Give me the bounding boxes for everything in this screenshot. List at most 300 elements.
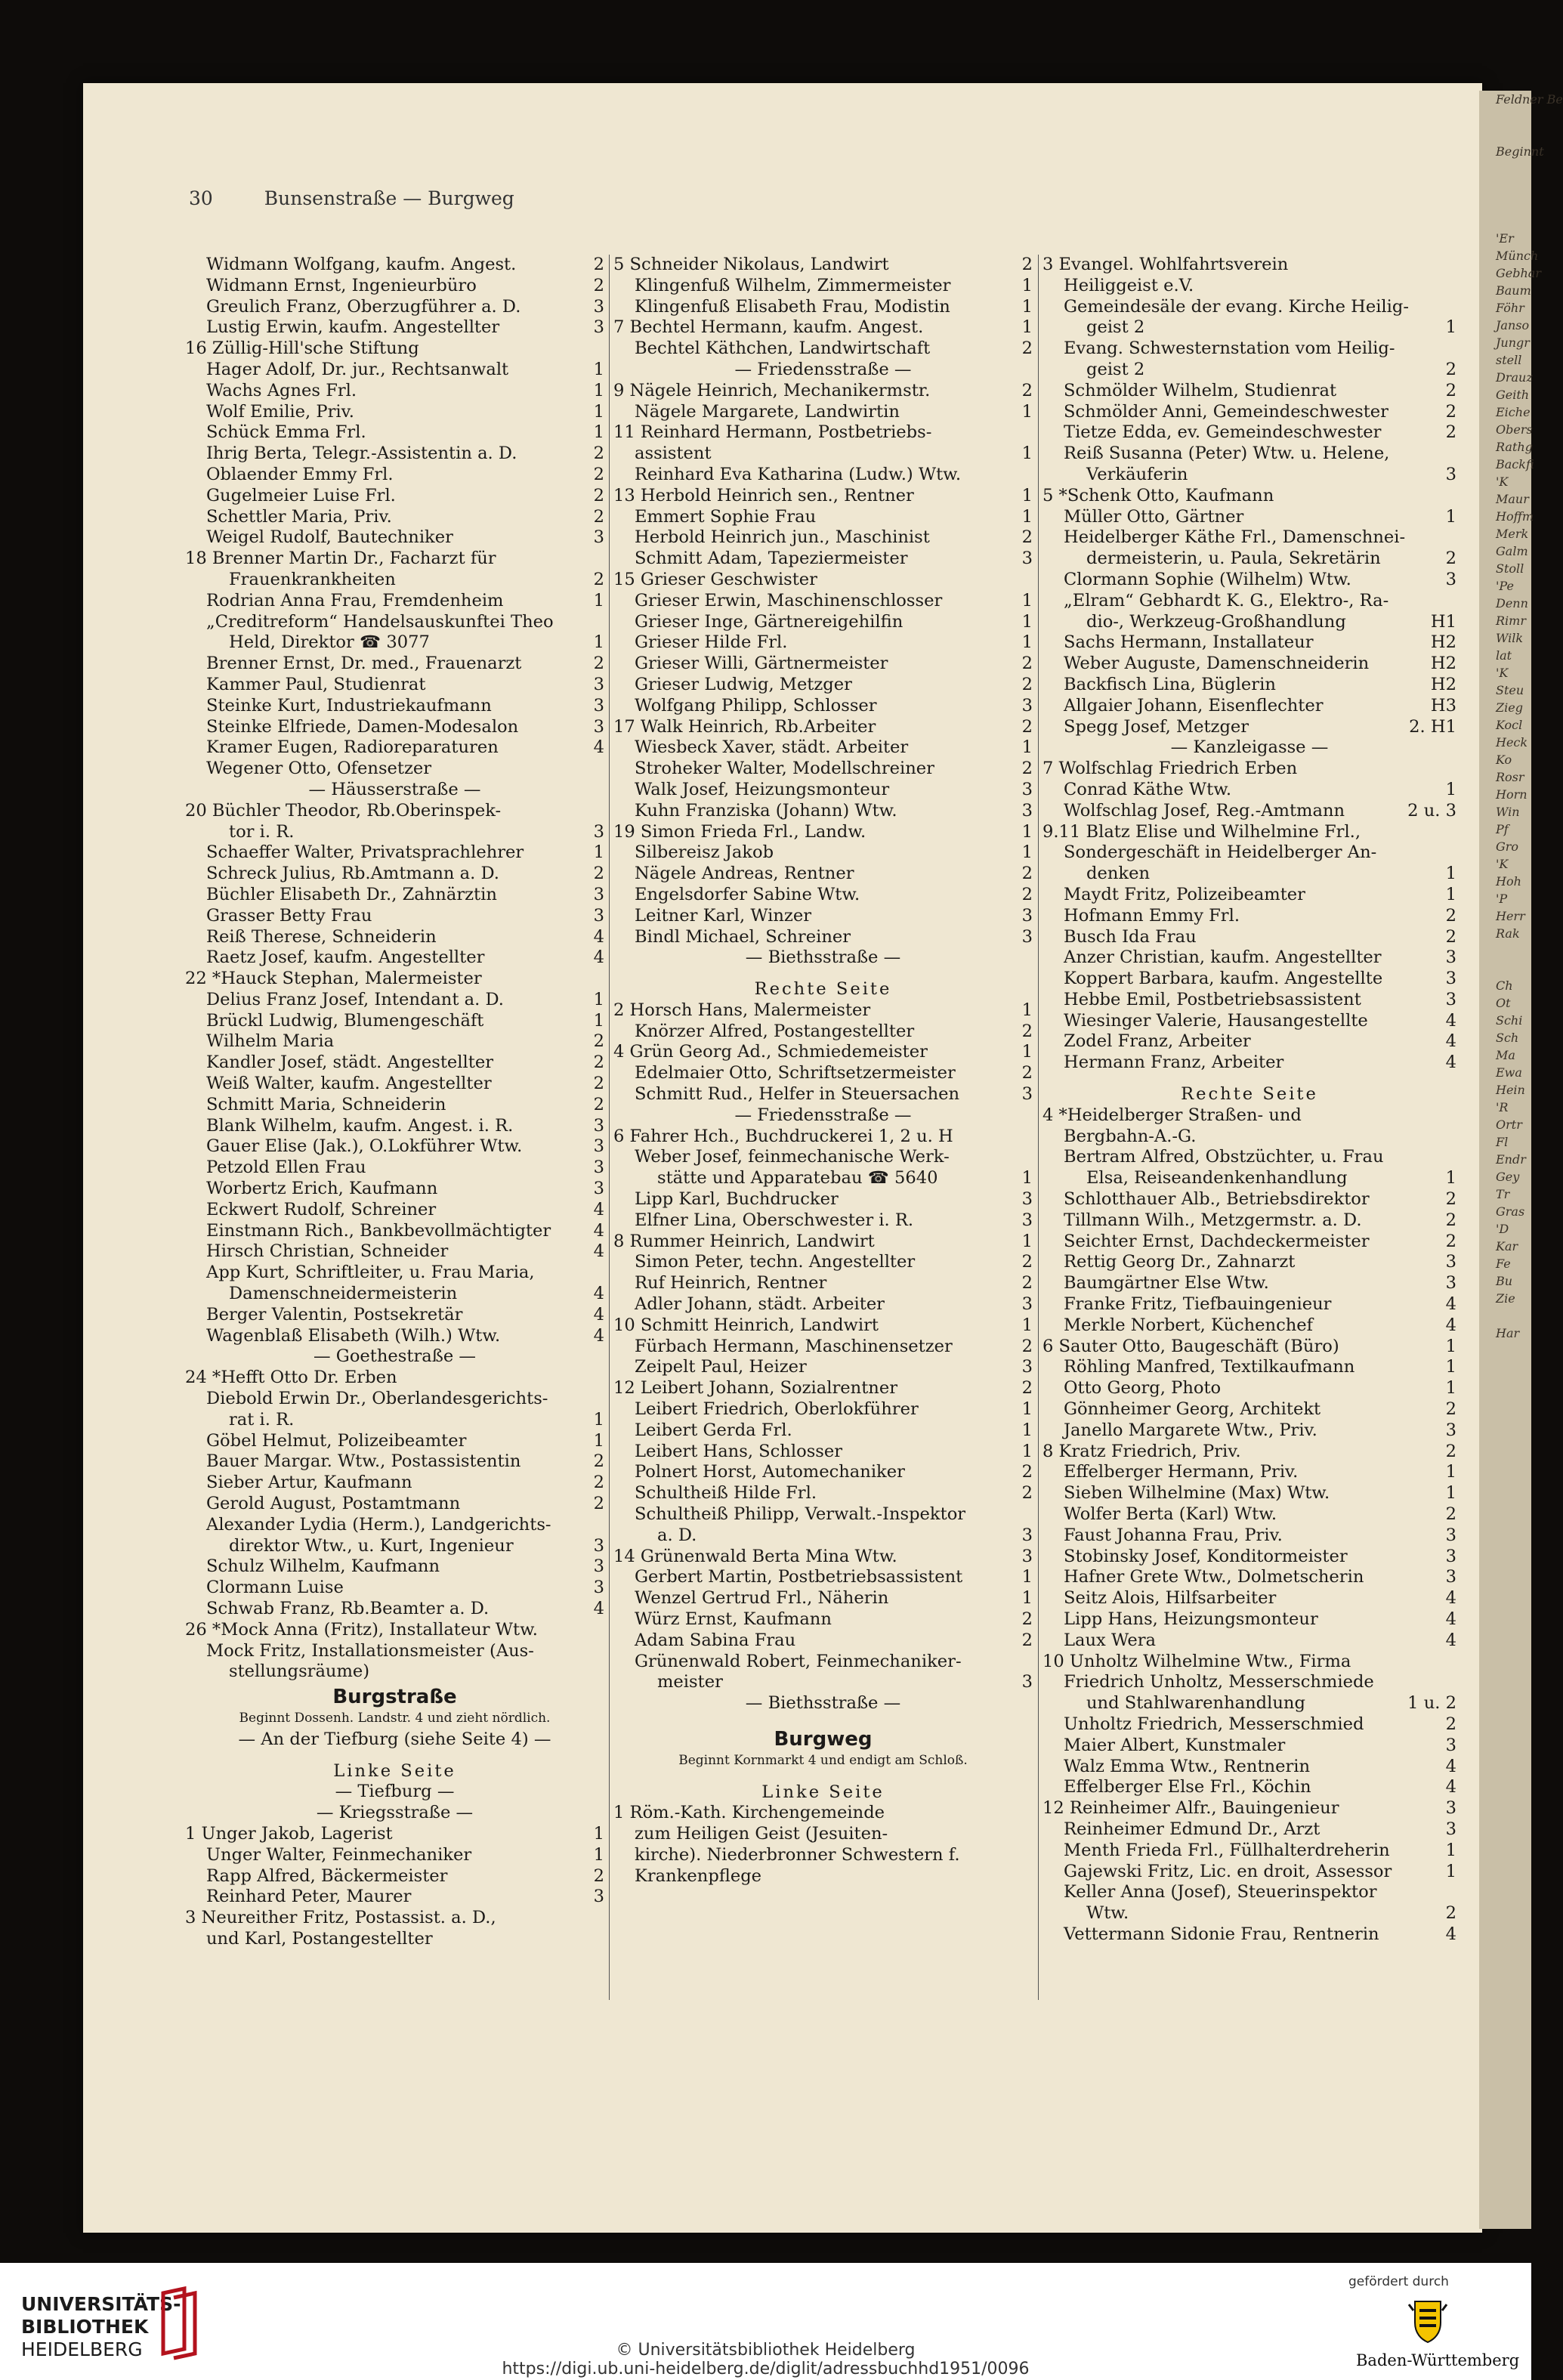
resident-entry xyxy=(613,906,1033,927)
edge-fragment: Tr xyxy=(1496,1187,1510,1201)
edge-fragment xyxy=(1479,178,1531,195)
side-heading: Rechte Seite xyxy=(754,979,892,1000)
resident-entry xyxy=(613,338,1033,360)
resident-entry xyxy=(1043,507,1456,528)
floor-number xyxy=(1452,1672,1456,1693)
floor-number: 1 xyxy=(1021,296,1033,317)
floor-number: 1 xyxy=(1021,737,1033,758)
resident-entry xyxy=(185,1599,604,1620)
floor-number: 4 xyxy=(593,737,604,758)
edge-fragment: Baum xyxy=(1496,283,1531,298)
source-url[interactable]: https://digi.ub.uni-heidelberg.de/diglit/adressbuchhd1951/0096 xyxy=(502,2360,1030,2378)
resident-entry xyxy=(613,1022,1033,1043)
entry-text: 1 Unger Jakob, Lagerist xyxy=(185,1823,393,1844)
edge-fragment: Endr xyxy=(1496,1152,1526,1167)
floor-number: 2 xyxy=(1021,1063,1033,1083)
cross-street-marker: — Goethestraße — xyxy=(314,1346,476,1367)
resident-entry xyxy=(1043,1147,1456,1168)
resident-entry xyxy=(185,947,604,969)
resident-entry xyxy=(185,759,604,780)
street-description: Beginnt Dossenh. Landstr. 4 und zieht nördlich. xyxy=(239,1710,551,1726)
entry-text: Eckwert Rudolf, Schreiner xyxy=(206,1199,437,1219)
resident-entry xyxy=(613,444,1033,465)
entry-text: Keller Anna (Josef), Steuerinspektor xyxy=(1064,1882,1377,1902)
resident-entry xyxy=(1043,381,1456,402)
entry-text: assistent xyxy=(635,444,712,464)
entry-text: Gerbert Martin, Postbetriebsassistent xyxy=(635,1567,963,1587)
resident-entry xyxy=(185,1305,604,1326)
entry-text: Backfisch Lina, Büglerin xyxy=(1064,674,1276,694)
cross-street-marker: — Biethsstraße — xyxy=(745,1693,901,1714)
resident-entry xyxy=(1043,570,1456,591)
floor-number: 3 xyxy=(1445,1798,1456,1819)
resident-entry xyxy=(185,1095,604,1116)
resident-entry xyxy=(1043,1924,1456,1946)
resident-entry xyxy=(1043,717,1456,738)
house-number-entry xyxy=(1043,1442,1456,1463)
edge-fragment: lat xyxy=(1496,648,1512,663)
resident-entry xyxy=(1043,675,1456,696)
floor-number xyxy=(1452,486,1456,507)
floor-number xyxy=(1028,1803,1033,1824)
floor-number xyxy=(1452,276,1456,297)
house-number-entry xyxy=(613,1042,1033,1063)
floor-number: 3 xyxy=(1021,1525,1033,1545)
floor-number: 3 xyxy=(1021,1294,1033,1315)
resident-entry xyxy=(1043,1588,1456,1609)
floor-number: 2 xyxy=(1445,1231,1456,1251)
house-number-entry xyxy=(185,969,604,990)
edge-fragment: Zieg xyxy=(1496,700,1523,715)
floor-number: 4 xyxy=(1445,1777,1456,1797)
floor-number: 2 xyxy=(1445,1189,1456,1210)
floor-number: 4 xyxy=(1445,1031,1456,1052)
resident-entry xyxy=(185,402,604,423)
floor-number: 2 xyxy=(1021,1483,1033,1504)
floor-number: 3 xyxy=(593,716,604,737)
entry-text: Janello Margarete Wtw., Priv. xyxy=(1064,1420,1317,1440)
edge-fragment: Föhr xyxy=(1496,301,1524,315)
entry-text: Herbold Heinrich jun., Maschinist xyxy=(635,527,930,548)
resident-entry xyxy=(613,1845,1033,1866)
edge-fragment: Ortr xyxy=(1496,1117,1522,1132)
resident-entry xyxy=(613,801,1033,822)
library-name-line: BIBLIOTHEK xyxy=(21,2316,149,2338)
entry-text: Grünenwald Robert, Feinmechaniker- xyxy=(635,1651,962,1671)
edge-fragment: Zie xyxy=(1496,1291,1515,1306)
resident-entry xyxy=(613,1273,1033,1294)
resident-entry xyxy=(185,842,604,864)
entry-text: meister xyxy=(657,1672,723,1692)
entry-text: Wilhelm Maria xyxy=(206,1031,335,1052)
resident-entry xyxy=(185,465,604,486)
floor-number: 1 xyxy=(1021,506,1033,527)
resident-entry xyxy=(613,402,1033,423)
floor-number: 2 u. 3 xyxy=(1407,800,1456,821)
entry-text: Klingenfuß Elisabeth Frau, Modistin xyxy=(635,296,950,317)
edge-fragment: Galm xyxy=(1496,544,1528,558)
entry-text: 3 Neureither Fritz, Postassist. a. D., xyxy=(185,1908,496,1928)
resident-entry xyxy=(185,1473,604,1494)
house-number-entry xyxy=(1043,822,1456,843)
entry-continuation xyxy=(185,632,604,654)
resident-entry xyxy=(185,1241,604,1263)
entry-text: Grieser Willi, Gärtnermeister xyxy=(635,654,888,674)
entry-text: direktor Wtw., u. Kurt, Ingenieur xyxy=(229,1535,514,1556)
edge-fragment: Kocl xyxy=(1496,718,1523,732)
floor-number: 1 xyxy=(593,842,604,863)
edge-fragment: Rak xyxy=(1496,926,1520,941)
resident-entry xyxy=(613,927,1033,948)
resident-entry xyxy=(613,1504,1033,1525)
floor-number: 3 xyxy=(1445,1273,1456,1294)
entry-text: Held, Direktor ☎ 3077 xyxy=(229,632,430,653)
cross-street-marker: — Kriegsstraße — xyxy=(316,1803,474,1823)
entry-text: App Kurt, Schriftleiter, u. Frau Maria, xyxy=(206,1263,535,1283)
entry-text: Nägele Andreas, Rentner xyxy=(635,864,854,884)
resident-entry xyxy=(185,864,604,885)
floor-number: 1 xyxy=(593,422,604,443)
entry-text: 9 Nägele Heinrich, Mechanikermstr. xyxy=(613,380,931,400)
entry-text: Hebbe Emil, Postbetriebsassistent xyxy=(1064,989,1361,1009)
entry-text: und Stahlwarenhandlung xyxy=(1086,1693,1305,1714)
floor-number: 2 xyxy=(1445,422,1456,443)
entry-text: Greulich Franz, Oberzugführer a. D. xyxy=(206,296,521,317)
edge-fragment: Rosr xyxy=(1496,770,1524,784)
house-number-entry xyxy=(1043,1798,1456,1819)
entry-text: 10 Schmitt Heinrich, Landwirt xyxy=(613,1315,879,1335)
edge-fragment: Merk xyxy=(1496,527,1529,541)
entry-text: 8 Kratz Friedrich, Priv. xyxy=(1043,1441,1241,1461)
edge-fragment: Stoll xyxy=(1496,561,1524,576)
house-number-entry xyxy=(185,1620,604,1641)
entry-text: 4 *Heidelberger Straßen- und xyxy=(1043,1105,1302,1125)
edge-fragment xyxy=(1479,108,1531,125)
house-number-entry xyxy=(613,570,1033,591)
entry-text: Gugelmeier Luise Frl. xyxy=(206,485,396,505)
resident-entry xyxy=(613,1399,1033,1420)
edge-fragment: Rimr xyxy=(1496,614,1526,628)
floor-number xyxy=(1452,591,1456,612)
copyright-notice xyxy=(0,2341,1531,2378)
floor-number: 1 xyxy=(1021,842,1033,863)
resident-entry xyxy=(185,1556,604,1578)
floor-number: 2 xyxy=(593,1031,604,1052)
house-number-entry xyxy=(1043,255,1456,276)
resident-entry xyxy=(613,1084,1033,1105)
entry-text: „Elram“ Gebhardt K. G., Elektro-, Ra- xyxy=(1064,590,1389,610)
entry-continuation xyxy=(185,570,604,591)
resident-entry xyxy=(613,1063,1033,1084)
entry-text: Gajewski Fritz, Lic. en droit, Assessor xyxy=(1064,1861,1392,1881)
floor-number xyxy=(600,1620,604,1641)
floor-number xyxy=(600,801,604,822)
floor-number: H2 xyxy=(1430,674,1456,694)
entry-continuation xyxy=(613,1672,1033,1693)
resident-entry xyxy=(1043,276,1456,297)
entry-text: Schmölder Wilhelm, Studienrat xyxy=(1064,380,1337,400)
floor-number: 2 xyxy=(593,654,604,674)
floor-number: 1 xyxy=(1445,1462,1456,1482)
edge-fragment: Ch xyxy=(1496,978,1513,993)
entry-text: Gemeindesäle der evang. Kirche Heilig- xyxy=(1064,296,1409,317)
floor-number xyxy=(1452,842,1456,864)
entry-text: Lipp Hans, Heizungsmonteur xyxy=(1064,1609,1318,1629)
entry-text: Alexander Lydia (Herm.), Landgerichts- xyxy=(206,1514,551,1535)
entry-text: Schlotthauer Alb., Betriebsdirektor xyxy=(1064,1189,1370,1210)
entry-continuation xyxy=(1043,612,1456,633)
floor-number: 1 xyxy=(593,632,604,653)
edge-fragment: Hoh xyxy=(1496,874,1521,889)
floor-number: 1 xyxy=(1445,864,1456,884)
house-number-entry xyxy=(613,1127,1033,1148)
cross-street-marker: — Biethsstraße — xyxy=(745,947,901,968)
floor-number: 3 xyxy=(1021,1210,1033,1230)
floor-number: H3 xyxy=(1430,695,1456,716)
entry-text: Grasser Betty Frau xyxy=(206,905,372,926)
floor-number: 1 xyxy=(593,359,604,379)
floor-number: 3 xyxy=(593,1887,604,1907)
resident-entry xyxy=(185,927,604,948)
entry-text: Reinhard Peter, Maurer xyxy=(206,1887,412,1907)
floor-number: 4 xyxy=(1445,1315,1456,1335)
edge-fragment: Geith xyxy=(1496,388,1530,402)
floor-number xyxy=(1028,1147,1033,1168)
floor-number: 2 xyxy=(1021,884,1033,904)
entry-text: Walz Emma Wtw., Rentnerin xyxy=(1064,1756,1311,1776)
entry-text: Leibert Hans, Schlosser xyxy=(635,1441,843,1461)
entry-text: 15 Grieser Geschwister xyxy=(613,569,817,589)
resident-entry xyxy=(613,1357,1033,1378)
entry-text: Büchler Elisabeth Dr., Zahnärztin xyxy=(206,884,497,904)
entry-text: Wagenblaß Elisabeth (Wilh.) Wtw. xyxy=(206,1325,501,1346)
floor-number: 3 xyxy=(1445,1735,1456,1755)
entry-text: Bertram Alfred, Obstzüchter, u. Frau xyxy=(1064,1147,1384,1167)
entry-text: Clormann Sophie (Wilhelm) Wtw. xyxy=(1064,569,1351,589)
entry-text: Schaeffer Walter, Privatsprachlehrer xyxy=(206,842,524,863)
resident-entry xyxy=(1043,591,1456,612)
entry-text: Knörzer Alfred, Postangestellter xyxy=(635,1021,915,1041)
floor-number: 2 xyxy=(593,1451,604,1472)
resident-entry xyxy=(1043,842,1456,864)
house-number-entry xyxy=(613,1803,1033,1824)
house-number-entry xyxy=(1043,759,1456,780)
entry-text: Diebold Erwin Dr., Oberlandesgerichts- xyxy=(206,1389,548,1409)
resident-entry xyxy=(613,1588,1033,1609)
resident-entry xyxy=(613,1462,1033,1483)
resident-entry xyxy=(613,527,1033,549)
entry-text: Worbertz Erich, Kaufmann xyxy=(206,1179,438,1199)
entry-text: Edelmaier Otto, Schriftsetzermeister xyxy=(635,1063,956,1083)
resident-entry xyxy=(185,360,604,381)
resident-entry xyxy=(1043,1841,1456,1862)
entry-text: Steinke Elfriede, Damen-Modesalon xyxy=(206,716,519,737)
resident-entry xyxy=(185,1263,604,1284)
floor-number: 3 xyxy=(1021,549,1033,569)
entry-text: 13 Herbold Heinrich sen., Rentner xyxy=(613,485,914,505)
edge-fragment: 'K xyxy=(1496,474,1509,489)
entry-text: 18 Brenner Martin Dr., Facharzt für xyxy=(185,549,496,569)
entry-text: Wtw. xyxy=(1086,1903,1129,1924)
entry-text: Sieben Wilhelmine (Max) Wtw. xyxy=(1064,1483,1330,1504)
edge-fragment: 'Pe xyxy=(1496,579,1514,593)
entry-text: Wenzel Gertrud Frl., Näherin xyxy=(635,1588,889,1609)
resident-entry xyxy=(613,737,1033,759)
floor-number: 1 xyxy=(1021,317,1033,338)
entry-text: Hermann Franz, Arbeiter xyxy=(1064,1052,1284,1073)
entry-text: 17 Walk Heinrich, Rb.Arbeiter xyxy=(613,716,876,737)
resident-entry xyxy=(185,1451,604,1473)
floor-number: 3 xyxy=(1445,947,1456,968)
edge-fragment: Rathg xyxy=(1496,440,1533,454)
entry-text: Effelberger Hermann, Priv. xyxy=(1064,1462,1299,1482)
floor-number xyxy=(600,969,604,990)
house-number-entry xyxy=(185,338,604,360)
resident-entry xyxy=(185,591,604,612)
directory-column-3 xyxy=(1043,255,1456,1946)
entry-text: Bechtel Käthchen, Landwirtschaft xyxy=(635,338,931,359)
resident-entry xyxy=(613,1483,1033,1504)
entry-text: Wiesbeck Xaver, städt. Arbeiter xyxy=(635,737,909,758)
edge-fragment: 'D xyxy=(1496,1222,1509,1236)
resident-entry xyxy=(1043,1567,1456,1588)
edge-fragment: Gey xyxy=(1496,1170,1520,1184)
floor-number xyxy=(1452,527,1456,549)
house-number-entry xyxy=(613,381,1033,402)
floor-number xyxy=(1028,1127,1033,1148)
entry-text: a. D. xyxy=(657,1525,697,1545)
resident-entry xyxy=(1043,885,1456,906)
floor-number: 3 xyxy=(593,1158,604,1178)
resident-entry xyxy=(1043,969,1456,990)
resident-entry xyxy=(185,1221,604,1242)
entry-text: Heidelberger Käthe Frl., Damenschnei- xyxy=(1064,527,1406,548)
floor-number xyxy=(1452,1882,1456,1903)
entry-text: Spegg Josef, Metzger xyxy=(1064,716,1249,737)
entry-text: Maier Albert, Kunstmaler xyxy=(1064,1735,1286,1755)
entry-text: Rodrian Anna Frau, Fremdenheim xyxy=(206,590,504,610)
edge-fragment: Gras xyxy=(1496,1204,1525,1219)
edge-fragment: Ot xyxy=(1496,996,1511,1010)
resident-entry xyxy=(613,549,1033,570)
floor-number: 3 xyxy=(1021,1189,1033,1210)
resident-entry xyxy=(1043,1630,1456,1652)
entry-continuation xyxy=(1043,1693,1456,1714)
entry-text: Raetz Josef, kaufm. Angestellter xyxy=(206,947,485,968)
resident-entry xyxy=(1043,1189,1456,1210)
floor-number xyxy=(600,1515,604,1536)
entry-text: Lustig Erwin, kaufm. Angestellter xyxy=(206,317,500,338)
floor-number xyxy=(1452,1105,1456,1127)
floor-number: 2 xyxy=(593,444,604,464)
floor-number xyxy=(1452,822,1456,843)
floor-number: 1 xyxy=(1021,1399,1033,1420)
resident-entry xyxy=(1043,1609,1456,1630)
resident-entry xyxy=(185,276,604,297)
entry-text: Brenner Ernst, Dr. med., Frauenarzt xyxy=(206,654,522,674)
floor-number xyxy=(1028,1845,1033,1866)
entry-text: Berger Valentin, Postsekretär xyxy=(206,1304,463,1324)
floor-number: 1 xyxy=(1021,1315,1033,1335)
resident-entry xyxy=(1043,1127,1456,1148)
edge-fragment: Gebhar xyxy=(1496,266,1541,280)
entry-text: Elfner Lina, Oberschwester i. R. xyxy=(635,1210,914,1230)
entry-text: Bindl Michael, Schreiner xyxy=(635,926,851,947)
library-name-line: HEIDELBERG xyxy=(21,2338,143,2360)
entry-text: Grieser Inge, Gärtnereigehilfin xyxy=(635,611,904,632)
entry-text: Elsa, Reiseandenkenhandlung xyxy=(1086,1168,1348,1188)
resident-entry xyxy=(185,1158,604,1179)
entry-text: Schmitt Maria, Schneiderin xyxy=(206,1094,446,1114)
entry-text: Anzer Christian, kaufm. Angestellter xyxy=(1064,947,1382,968)
resident-entry xyxy=(1043,1504,1456,1525)
entry-text: Laux Wera xyxy=(1064,1630,1156,1650)
edge-fragment: Heck xyxy=(1496,735,1528,750)
entry-text: 22 *Hauck Stephan, Malermeister xyxy=(185,969,482,989)
floor-number: 2 xyxy=(1021,1630,1033,1650)
entry-text: Damenschneidermeisterin xyxy=(229,1284,458,1304)
entry-text: Adam Sabina Frau xyxy=(635,1630,796,1650)
entry-text: 6 Sauter Otto, Baugeschäft (Büro) xyxy=(1043,1336,1339,1356)
entry-text: Schmitt Adam, Tapeziermeister xyxy=(635,549,908,569)
entry-text: Evang. Schwesternstation vom Heilig- xyxy=(1064,338,1395,359)
edge-fragment: Hoffm xyxy=(1496,509,1534,524)
resident-entry xyxy=(613,465,1033,486)
entry-text: 11 Reinhard Hermann, Postbetriebs- xyxy=(613,422,932,443)
side-heading: Linke Seite xyxy=(761,1782,885,1802)
entry-text: Mock Fritz, Installationsmeister (Aus- xyxy=(206,1640,534,1661)
floor-number: 3 xyxy=(593,1578,604,1598)
floor-number: 1 xyxy=(1021,1588,1033,1609)
side-heading: Rechte Seite xyxy=(1181,1084,1318,1105)
resident-entry xyxy=(185,1200,604,1221)
floor-number: 4 xyxy=(593,1304,604,1324)
floor-number: 4 xyxy=(593,1599,604,1618)
resident-entry xyxy=(613,759,1033,780)
entry-text: 7 Wolfschlag Friedrich Erben xyxy=(1043,759,1298,779)
floor-number: 2. H1 xyxy=(1409,716,1456,737)
floor-number: 1 xyxy=(1021,1420,1033,1440)
entry-text: Schettler Maria, Priv. xyxy=(206,506,392,527)
entry-text: 12 Leibert Johann, Sozialrentner xyxy=(613,1378,898,1399)
entry-text: 9.11 Blatz Elise und Wilhelmine Frl., xyxy=(1043,821,1361,842)
floor-number: 3 xyxy=(1445,464,1456,484)
floor-number: 3 xyxy=(1021,1546,1033,1566)
resident-entry xyxy=(185,297,604,318)
entry-text: geist 2 xyxy=(1086,317,1145,338)
resident-entry xyxy=(613,632,1033,654)
entry-continuation xyxy=(1043,465,1456,486)
entry-text: Kandler Josef, städt. Angestellter xyxy=(206,1052,493,1073)
floor-number: 2 xyxy=(593,1865,604,1886)
floor-number: 1 xyxy=(1445,1168,1456,1188)
directory-column-2 xyxy=(613,255,1033,1887)
entry-text: Widmann Wolfgang, kaufm. Angest. xyxy=(206,255,517,274)
entry-text: Gerold August, Postamtmann xyxy=(206,1494,461,1514)
entry-text: Rettig Georg Dr., Zahnarzt xyxy=(1064,1252,1296,1272)
edge-fragment: Gro xyxy=(1496,839,1519,854)
floor-number: 3 xyxy=(593,1535,604,1556)
entry-text: Tillmann Wilh., Metzgermstr. a. D. xyxy=(1064,1210,1362,1230)
resident-entry xyxy=(613,1630,1033,1652)
floor-number: 1 xyxy=(1445,1357,1456,1377)
resident-entry xyxy=(613,1824,1033,1845)
floor-number xyxy=(600,1661,604,1683)
resident-entry xyxy=(1043,1672,1456,1693)
entry-text: Conrad Käthe Wtw. xyxy=(1064,779,1232,799)
resident-entry xyxy=(613,696,1033,717)
cross-street-marker: — Tiefburg — xyxy=(335,1782,455,1802)
